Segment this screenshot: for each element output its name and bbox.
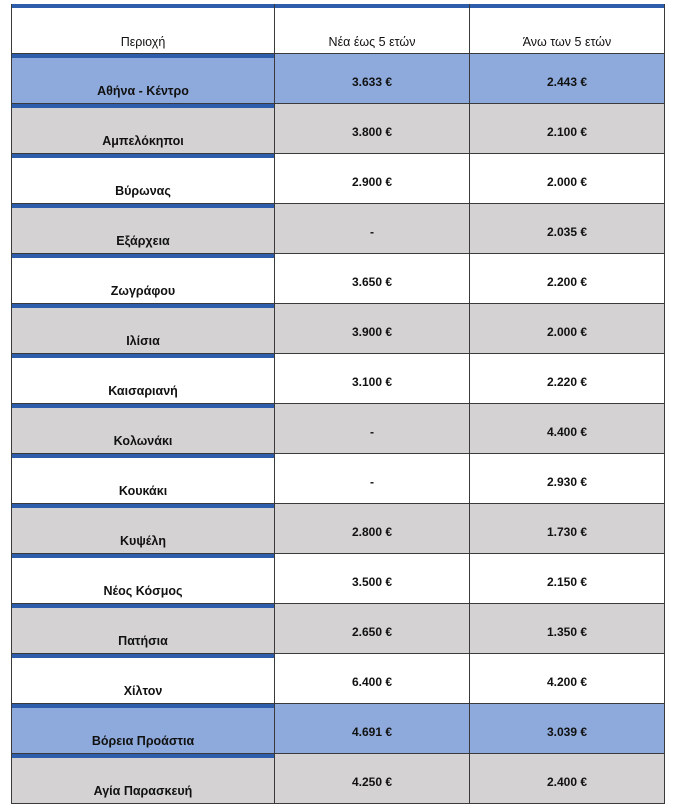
- table-row: [11, 754, 665, 804]
- cell-region: Αμπελόκηποι: [11, 104, 274, 153]
- header-old: Άνω των 5 ετών: [469, 4, 665, 53]
- table-row: [11, 404, 665, 454]
- table-row: [11, 704, 665, 754]
- cell-old-price: 2.443 €: [469, 54, 665, 103]
- cell-region: Κολωνάκι: [11, 404, 274, 453]
- cell-region: Χίλτον: [11, 654, 274, 703]
- cell-old-price: 4.200 €: [469, 654, 665, 703]
- cell-old-price: 2.000 €: [469, 154, 665, 203]
- cell-old-price: 3.039 €: [469, 704, 665, 753]
- cell-old-price: 2.400 €: [469, 754, 665, 803]
- cell-new-price: 3.900 €: [274, 304, 469, 353]
- cell-old-price: 2.035 €: [469, 204, 665, 253]
- table-row: [11, 554, 665, 604]
- cell-new-price: 3.100 €: [274, 354, 469, 403]
- cell-new-price: -: [274, 404, 469, 453]
- cell-new-price: 3.633 €: [274, 54, 469, 103]
- cell-new-price: 2.900 €: [274, 154, 469, 203]
- table-row: [11, 204, 665, 254]
- cell-region: Αγία Παρασκευή: [11, 754, 274, 803]
- table-row: [11, 54, 665, 104]
- cell-region: Βόρεια Προάστια: [11, 704, 274, 753]
- table-body: [11, 54, 665, 804]
- cell-new-price: 3.800 €: [274, 104, 469, 153]
- cell-old-price: 2.220 €: [469, 354, 665, 403]
- cell-new-price: 2.800 €: [274, 504, 469, 553]
- price-table: [11, 4, 665, 804]
- cell-region: Αθήνα - Κέντρο: [11, 54, 274, 103]
- cell-new-price: 4.691 €: [274, 704, 469, 753]
- table-row: [11, 354, 665, 404]
- cell-new-price: 3.500 €: [274, 554, 469, 603]
- cell-region: Εξάρχεια: [11, 204, 274, 253]
- table-row: [11, 304, 665, 354]
- cell-old-price: 2.000 €: [469, 304, 665, 353]
- header-new: Νέα έως 5 ετών: [274, 4, 469, 53]
- cell-region: Ιλίσια: [11, 304, 274, 353]
- table-row: [11, 654, 665, 704]
- cell-region: Πατήσια: [11, 604, 274, 653]
- header-region: Περιοχή: [11, 4, 274, 53]
- table-row: [11, 104, 665, 154]
- cell-new-price: 3.650 €: [274, 254, 469, 303]
- cell-old-price: 2.930 €: [469, 454, 665, 503]
- cell-region: Κυψέλη: [11, 504, 274, 553]
- cell-region: Νέος Κόσμος: [11, 554, 274, 603]
- cell-region: Βύρωνας: [11, 154, 274, 203]
- table-row: [11, 504, 665, 554]
- cell-new-price: -: [274, 454, 469, 503]
- cell-old-price: 1.350 €: [469, 604, 665, 653]
- cell-old-price: 2.100 €: [469, 104, 665, 153]
- cell-region: Ζωγράφου: [11, 254, 274, 303]
- table-header-row: [11, 4, 665, 54]
- table-row: [11, 254, 665, 304]
- cell-region: Καισαριανή: [11, 354, 274, 403]
- cell-old-price: 2.200 €: [469, 254, 665, 303]
- cell-region: Κουκάκι: [11, 454, 274, 503]
- cell-new-price: 2.650 €: [274, 604, 469, 653]
- table-row: [11, 154, 665, 204]
- table-row: [11, 454, 665, 504]
- table-row: [11, 604, 665, 654]
- cell-new-price: 4.250 €: [274, 754, 469, 803]
- cell-old-price: 1.730 €: [469, 504, 665, 553]
- cell-new-price: 6.400 €: [274, 654, 469, 703]
- cell-new-price: -: [274, 204, 469, 253]
- cell-old-price: 4.400 €: [469, 404, 665, 453]
- cell-old-price: 2.150 €: [469, 554, 665, 603]
